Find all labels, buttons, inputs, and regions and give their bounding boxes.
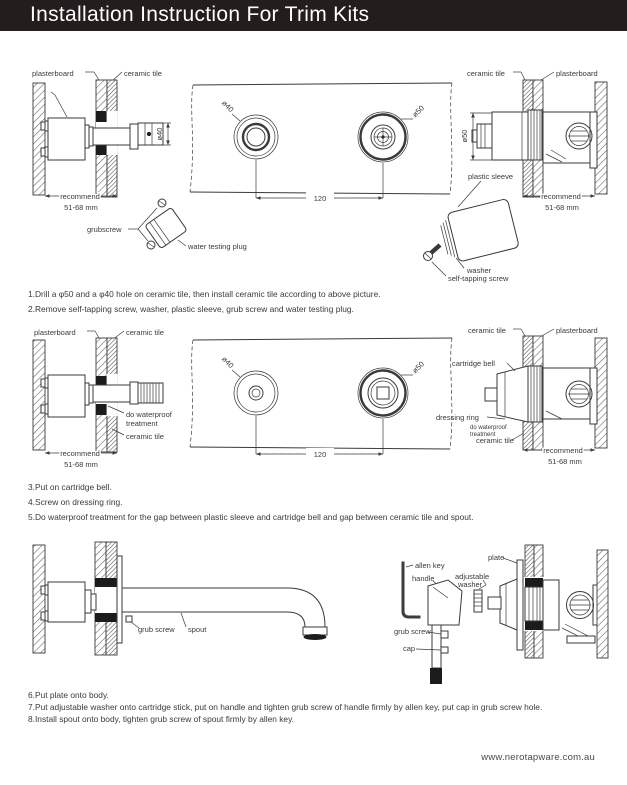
row2-tile-front-view <box>190 338 452 459</box>
row3-handle-parts <box>394 561 489 684</box>
label-handle: handle <box>412 574 435 583</box>
wall-stud <box>33 83 45 195</box>
step-5: 5.Do waterproof treatment for the gap between plastic sleeve and cartridge bell and gap between ceramic tile and spout. <box>28 512 474 522</box>
step-6: 6.Put plate onto body. <box>28 690 109 700</box>
label-ceramic-tile: ceramic tile <box>126 432 164 441</box>
valve-body-rear <box>543 580 599 643</box>
dressing-ring-installed <box>528 366 542 422</box>
dim-diameter-40: ø40 <box>155 127 164 141</box>
valve-body <box>41 375 85 417</box>
step-2: 2.Remove self-tapping screw, washer, plastic sleeve, grub screw and water testing plug. <box>28 304 354 314</box>
label-ceramic-tile: ceramic tile <box>476 436 514 445</box>
row1-side-view-right <box>424 69 608 283</box>
dim-recommend-label: recommend <box>60 449 100 458</box>
row1-grubscrew-plug-parts <box>87 199 247 251</box>
label-cap: cap <box>403 644 416 653</box>
row2-side-view-left <box>33 328 173 469</box>
dim-range-label: 51-68 mm <box>548 457 582 466</box>
row3-spout-installed <box>33 542 327 655</box>
hole-50-cartridge <box>358 368 408 418</box>
label-plasterboard: plasterboard <box>556 326 598 335</box>
label-allen-key: allen key <box>415 561 445 570</box>
dim-diameter-40-front: ø40 <box>220 98 236 114</box>
label-washer: washer <box>458 580 483 589</box>
plate-side <box>117 556 122 643</box>
label-do-waterproof: do waterproof <box>126 410 172 419</box>
label-ceramic-tile: ceramic tile <box>467 69 505 78</box>
label-adjustable: adjustable <box>455 572 490 581</box>
valve-body <box>41 582 96 622</box>
hole-50 <box>358 112 408 162</box>
grub-screw-square <box>441 631 448 638</box>
grub-screw-square <box>126 616 132 622</box>
label-water-testing-plug: water testing plug <box>188 242 247 251</box>
label-grubscrew: grubscrew <box>87 225 122 234</box>
plastic-sleeve-installed <box>472 110 542 160</box>
label-ceramic-tile: ceramic tile <box>124 69 162 78</box>
step-1: 1.Drill a φ50 and a φ40 hole on ceramic tile, then install ceramic tile according to above picture. <box>28 289 381 299</box>
label-plasterboard: plasterboard <box>32 69 74 78</box>
dim-range-label: 51-68 mm <box>64 460 98 469</box>
plate <box>517 560 523 650</box>
label-cartridge-bell: cartridge bell <box>452 359 495 368</box>
valve-body <box>41 92 85 160</box>
cap-square <box>441 647 448 653</box>
row2-side-view-right <box>436 326 607 466</box>
diagram-row-3 <box>0 540 627 690</box>
allen-key <box>403 563 419 617</box>
self-tapping-screw <box>424 245 441 261</box>
label-treatment: treatment <box>470 432 496 438</box>
row1-tile-front-view <box>190 83 452 203</box>
step-7: 7.Put adjustable washer onto cartridge stick, put on handle and tighten grub screw of handle firmly by allen key, put cap in grub screw hole. <box>28 702 543 712</box>
label-treatment: treatment <box>126 419 158 428</box>
step-8: 8.Install spout onto body, tighten grub screw of spout firmly by allen key. <box>28 714 294 724</box>
label-do-waterproof: do waterproof <box>470 425 507 431</box>
dim-120-label: 120 <box>313 450 327 459</box>
diagram-row-2 <box>0 320 627 480</box>
dim-120 <box>256 416 383 459</box>
dim-diameter-50-front: ø50 <box>410 103 426 119</box>
label-plastic-sleeve: plastic sleeve <box>468 172 514 181</box>
valve-body-rear <box>543 112 597 168</box>
label-ceramic-tile: ceramic tile <box>468 326 506 335</box>
cartridge-bell-installed <box>485 366 528 422</box>
label-spout: spout <box>188 625 207 634</box>
label-ceramic-tile: ceramic tile <box>126 328 164 337</box>
cartridge-bell-installed <box>488 579 517 630</box>
title-bar <box>0 0 627 31</box>
hole-40-open <box>234 371 278 415</box>
dim-recommend-label: recommend <box>541 192 581 201</box>
valve-body-rear <box>543 368 597 424</box>
dim-recommend-label: recommend <box>60 192 100 201</box>
label-plasterboard: plasterboard <box>34 328 76 337</box>
dim-recommend-label: recommend <box>543 446 583 455</box>
wall-stud <box>33 545 45 653</box>
step-3: 3.Put on cartridge bell. <box>28 482 112 492</box>
dressing-ring-installed <box>525 587 543 621</box>
label-plate: plate <box>488 553 505 562</box>
step-4: 4.Screw on dressing ring. <box>28 497 123 507</box>
label-self-tapping-screw: self-tapping screw <box>448 274 509 283</box>
label-dressing-ring: dressing ring <box>436 413 479 422</box>
dim-120-label: 120 <box>313 194 327 203</box>
dim-range-label: 51-68 mm <box>545 203 579 212</box>
website-url: www.nerotapware.com.au <box>481 752 595 763</box>
label-plasterboard: plasterboard <box>556 69 598 78</box>
label-grub-screw: grub screw <box>138 625 175 634</box>
dim-diameter-50: ø50 <box>460 129 469 143</box>
dim-range-label: 51-68 mm <box>64 203 98 212</box>
row3-plate-on-body <box>488 545 608 658</box>
diagram-row-1 <box>0 55 627 287</box>
page-title: Installation Instruction For Trim Kits <box>30 3 370 26</box>
label-washer: washer <box>467 266 492 275</box>
dim-diameter-50-front: ø50 <box>410 359 426 375</box>
threaded-spout-stub <box>85 382 163 405</box>
wall-stud <box>33 340 45 450</box>
adjustable-washer <box>474 590 482 612</box>
hole-40 <box>234 115 278 159</box>
row1-side-view-left <box>32 69 171 212</box>
label-grub-screw: grub screw <box>394 627 431 636</box>
dim-diameter-40-front: ø40 <box>220 354 236 370</box>
wall-stud <box>597 550 608 658</box>
plastic-sleeve-removed <box>424 198 520 283</box>
dim-120 <box>256 160 383 203</box>
